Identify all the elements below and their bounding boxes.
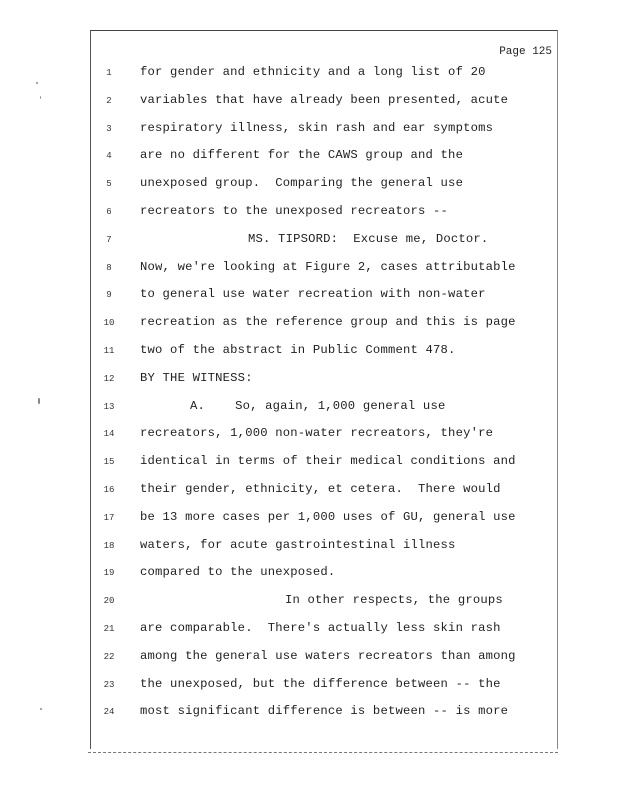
margin-speck: [36, 82, 38, 84]
line-number: 5: [106, 179, 112, 190]
line-number: 17: [103, 512, 115, 523]
transcript-line: [0, 453, 560, 473]
line-number: 6: [106, 207, 112, 217]
transcript-line: [0, 620, 560, 640]
transcript-line: [0, 509, 560, 529]
transcript-line: [0, 147, 560, 167]
line-text: MS. TIPSORD: Excuse me, Doctor.: [248, 231, 489, 246]
line-text: compared to the unexposed.: [140, 565, 336, 580]
line-text: BY THE WITNESS:: [140, 370, 253, 385]
line-number: 21: [103, 624, 115, 634]
transcript-line: [0, 703, 560, 723]
transcript-line: [0, 92, 560, 112]
line-number: 12: [103, 373, 115, 384]
line-number: 20: [103, 596, 115, 607]
transcript-line: [0, 648, 560, 668]
page-number: Page 125: [499, 46, 552, 58]
line-number: 23: [103, 679, 115, 690]
transcript-line: [0, 342, 560, 362]
transcript-line: [0, 425, 560, 445]
line-text: the unexposed, but the difference between -- the: [140, 676, 501, 691]
transcript-line: [0, 286, 560, 306]
line-number: 24: [103, 707, 115, 718]
line-number: 18: [103, 540, 115, 551]
bottom-rule: [88, 752, 558, 753]
line-number: 11: [103, 346, 115, 356]
line-text: for gender and ethnicity and a long list of 20: [140, 65, 486, 79]
transcript-line: [0, 676, 560, 696]
transcript-line: [0, 259, 560, 279]
line-text: waters, for acute gastrointestinal illness: [140, 537, 456, 552]
line-text: among the general use waters recreators than among: [140, 648, 516, 663]
line-text: recreators, 1,000 non-water recreators, they're: [140, 426, 494, 441]
line-text: respiratory illness, skin rash and ear symptoms: [140, 120, 494, 135]
margin-speck: [40, 96, 41, 99]
line-number: 10: [103, 318, 115, 329]
line-text: variables that have already been presented, acute: [140, 92, 509, 107]
line-text: Now, we're looking at Figure 2, cases attributable: [140, 259, 516, 274]
line-text: identical in terms of their medical conditions and: [140, 454, 516, 469]
line-text: to general use water recreation with non-water: [140, 287, 486, 302]
line-text: most significant difference is between -- is more: [140, 704, 509, 719]
line-number: 14: [103, 429, 115, 440]
line-number: 9: [106, 290, 112, 301]
line-text: are no different for the CAWS group and the: [140, 148, 464, 163]
line-number: 15: [103, 457, 115, 468]
transcript-line: [0, 64, 560, 84]
margin-speck: [38, 398, 40, 404]
margin-speck: [40, 708, 42, 710]
line-number: 19: [103, 568, 115, 579]
line-text: A. So, again, 1,000 general use: [190, 398, 446, 413]
transcript-line: [0, 537, 560, 557]
transcript-line: [0, 398, 560, 418]
line-number: 1: [106, 68, 112, 78]
transcript-line: [0, 592, 560, 612]
line-text: In other respects, the groups: [285, 593, 503, 608]
transcript-line: [0, 120, 560, 140]
line-text: unexposed group. Comparing the general use: [140, 176, 464, 191]
line-text: are comparable. There's actually less skin rash: [140, 621, 501, 635]
line-number: 2: [106, 95, 112, 106]
line-text: two of the abstract in Public Comment 478.: [140, 343, 456, 357]
line-number: 4: [106, 151, 112, 162]
line-number: 22: [103, 651, 115, 662]
transcript-line: [0, 314, 560, 334]
transcript-line: [0, 564, 560, 584]
line-number: 3: [106, 123, 112, 134]
line-number: 16: [103, 485, 115, 495]
line-text: their gender, ethnicity, et cetera. There would: [140, 482, 501, 496]
transcript-line: [0, 370, 560, 390]
transcript-line: [0, 481, 560, 501]
transcript-line: [0, 175, 560, 195]
line-text: recreation as the reference group and this is page: [140, 315, 516, 330]
line-number: 13: [103, 401, 115, 412]
line-number: 7: [106, 234, 112, 245]
line-text: recreators to the unexposed recreators --: [140, 204, 449, 218]
transcript-line: [0, 231, 560, 251]
line-text: be 13 more cases per 1,000 uses of GU, general use: [140, 509, 516, 524]
line-number: 8: [106, 262, 112, 273]
transcript-line: [0, 203, 560, 223]
